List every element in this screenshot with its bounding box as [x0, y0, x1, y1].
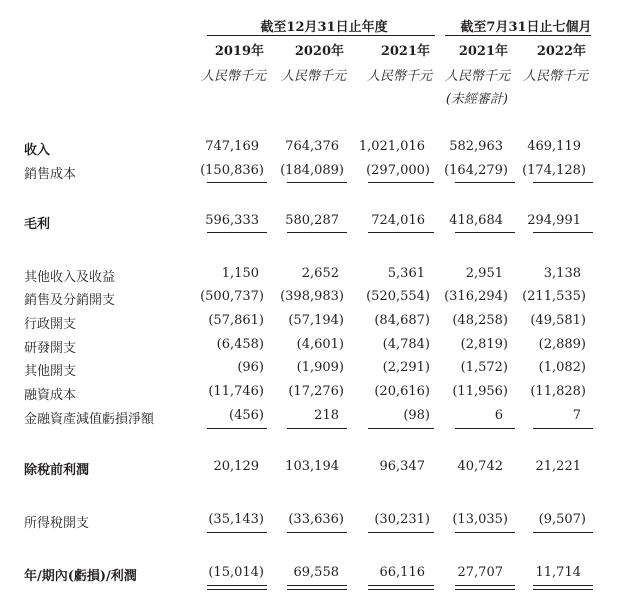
row-label: 融資成本 — [24, 388, 77, 403]
row-label: 銷售及分銷開支 — [24, 293, 116, 308]
row-label: 收入 — [24, 143, 51, 158]
cell-value: (164,279) — [444, 163, 508, 178]
header-group-seven-months-underline — [445, 35, 591, 36]
cell-value: (48,258) — [452, 313, 508, 328]
cell-value: 580,287 — [285, 213, 339, 228]
subtotal-rule — [455, 428, 515, 429]
cell-value: (150,836) — [200, 163, 264, 178]
cell-value: (49,581) — [530, 313, 586, 328]
cell-value: (174,128) — [522, 163, 586, 178]
cell-value: (11,956) — [452, 384, 508, 399]
cell-value: (20,616) — [374, 384, 430, 399]
subtotal-rule — [368, 232, 434, 233]
cell-value: 40,742 — [457, 459, 503, 474]
cell-value: (35,143) — [208, 512, 264, 527]
row-label: 年/期內(虧損)/利潤 — [24, 569, 137, 584]
table-row — [0, 384, 619, 404]
cell-value: 103,194 — [285, 459, 339, 474]
table-row — [0, 213, 619, 233]
total-double-rule — [287, 585, 347, 586]
table-row — [0, 360, 619, 380]
row-label: 研發開支 — [24, 341, 77, 356]
cell-value: 1,021,016 — [358, 139, 425, 154]
subtotal-rule — [287, 428, 347, 429]
cell-value: 2,652 — [301, 266, 339, 281]
cell-value: (398,983) — [280, 289, 344, 304]
header-year: 2019年 — [214, 44, 264, 59]
cell-value: (297,000) — [366, 163, 430, 178]
subtotal-rule — [455, 232, 515, 233]
cell-value: 3,138 — [543, 266, 581, 281]
total-double-rule — [287, 589, 347, 590]
table-row — [0, 512, 619, 532]
subtotal-rule — [368, 532, 434, 533]
total-double-rule — [533, 585, 593, 586]
cell-value: (6,458) — [216, 337, 264, 352]
cell-value: (57,861) — [208, 313, 264, 328]
row-label: 其他開支 — [24, 364, 77, 379]
cell-value: (2,889) — [538, 337, 586, 352]
subtotal-rule — [533, 532, 593, 533]
cell-value: (11,746) — [208, 384, 264, 399]
subtotal-rule — [207, 532, 267, 533]
subtotal-rule — [207, 182, 267, 183]
header-currency: 人民幣千元 — [522, 69, 588, 84]
cell-value: 6 — [494, 408, 503, 423]
cell-value: 20,129 — [213, 459, 259, 474]
cell-value: (211,535) — [522, 289, 586, 304]
cell-value: 66,116 — [379, 565, 425, 580]
table-row — [0, 139, 619, 159]
cell-value: (1,082) — [538, 360, 586, 375]
table-row — [0, 289, 619, 309]
cell-value: (13,035) — [452, 512, 508, 527]
table-row — [0, 459, 619, 479]
row-label: 所得稅開支 — [24, 516, 90, 531]
subtotal-rule — [533, 182, 593, 183]
header-group-full-year-underline — [207, 35, 435, 36]
cell-value: (2,291) — [382, 360, 430, 375]
subtotal-rule — [455, 182, 515, 183]
cell-value: (1,909) — [296, 360, 344, 375]
header-currency: 人民幣千元 — [444, 69, 510, 84]
subtotal-rule — [533, 428, 593, 429]
cell-value: (316,294) — [444, 289, 508, 304]
header-currency: 人民幣千元 — [366, 69, 432, 84]
table-row — [0, 163, 619, 183]
cell-value: 21,221 — [535, 459, 581, 474]
header-year: 2020年 — [294, 44, 344, 59]
cell-value: 469,119 — [527, 139, 581, 154]
total-double-rule — [207, 585, 267, 586]
header-group-seven-months: 截至7月31日止七個月 — [460, 20, 592, 35]
total-double-rule — [455, 589, 515, 590]
total-double-rule — [368, 589, 434, 590]
header-year: 2021年 — [380, 44, 430, 59]
cell-value: 96,347 — [379, 459, 425, 474]
row-label: 除稅前利潤 — [24, 463, 90, 478]
total-double-rule — [207, 589, 267, 590]
cell-value: 747,169 — [205, 139, 259, 154]
cell-value: (184,089) — [280, 163, 344, 178]
cell-value: (33,636) — [288, 512, 344, 527]
cell-value: (84,687) — [374, 313, 430, 328]
cell-value: (1,572) — [460, 360, 508, 375]
table-row — [0, 565, 619, 585]
cell-value: 418,684 — [449, 213, 503, 228]
cell-value: 5,361 — [387, 266, 425, 281]
total-double-rule — [455, 585, 515, 586]
row-label: 銷售成本 — [24, 167, 77, 182]
cell-value: (456) — [229, 408, 264, 423]
cell-value: 1,150 — [221, 266, 259, 281]
cell-value: (57,194) — [288, 313, 344, 328]
row-label: 毛利 — [24, 217, 51, 232]
cell-value: 596,333 — [205, 213, 259, 228]
table-row — [0, 337, 619, 357]
header-year: 2022年 — [536, 44, 586, 59]
cell-value: 11,714 — [535, 565, 581, 580]
cell-value: (98) — [403, 408, 430, 423]
cell-value: (15,014) — [208, 565, 264, 580]
header-currency: 人民幣千元 — [280, 69, 346, 84]
subtotal-rule — [533, 232, 593, 233]
total-double-rule — [533, 589, 593, 590]
cell-value: 724,016 — [371, 213, 425, 228]
subtotal-rule — [287, 182, 347, 183]
table-row — [0, 266, 619, 286]
cell-value: 69,558 — [293, 565, 339, 580]
subtotal-rule — [207, 428, 267, 429]
cell-value: (30,231) — [374, 512, 430, 527]
cell-value: 27,707 — [457, 565, 503, 580]
subtotal-rule — [287, 232, 347, 233]
row-label: 金融資產減值虧損淨額 — [24, 412, 155, 427]
subtotal-rule — [368, 182, 434, 183]
cell-value: (17,276) — [288, 384, 344, 399]
cell-value: (96) — [237, 360, 264, 375]
cell-value: (500,737) — [200, 289, 264, 304]
table-row — [0, 408, 619, 428]
cell-value: (4,601) — [296, 337, 344, 352]
cell-value: (520,554) — [366, 289, 430, 304]
subtotal-rule — [287, 532, 347, 533]
subtotal-rule — [455, 532, 515, 533]
cell-value: 294,991 — [527, 213, 581, 228]
header-year: 2021年 — [458, 44, 508, 59]
cell-value: (4,784) — [382, 337, 430, 352]
total-double-rule — [368, 585, 434, 586]
cell-value: (9,507) — [538, 512, 586, 527]
cell-value: 7 — [572, 408, 581, 423]
subtotal-rule — [368, 428, 434, 429]
cell-value: 582,963 — [449, 139, 503, 154]
header-currency: 人民幣千元 — [200, 69, 266, 84]
table-row — [0, 313, 619, 333]
cell-value: 764,376 — [285, 139, 339, 154]
row-label: 行政開支 — [24, 317, 77, 332]
cell-value: (2,819) — [460, 337, 508, 352]
cell-value: 2,951 — [465, 266, 503, 281]
header-group-full-year: 截至12月31日止年度 — [260, 20, 388, 35]
subtotal-rule — [207, 232, 267, 233]
cell-value: 218 — [314, 408, 339, 423]
cell-value: (11,828) — [530, 384, 586, 399]
header-unaudited-note: (未經審計) — [445, 92, 508, 107]
row-label: 其他收入及收益 — [24, 270, 116, 285]
